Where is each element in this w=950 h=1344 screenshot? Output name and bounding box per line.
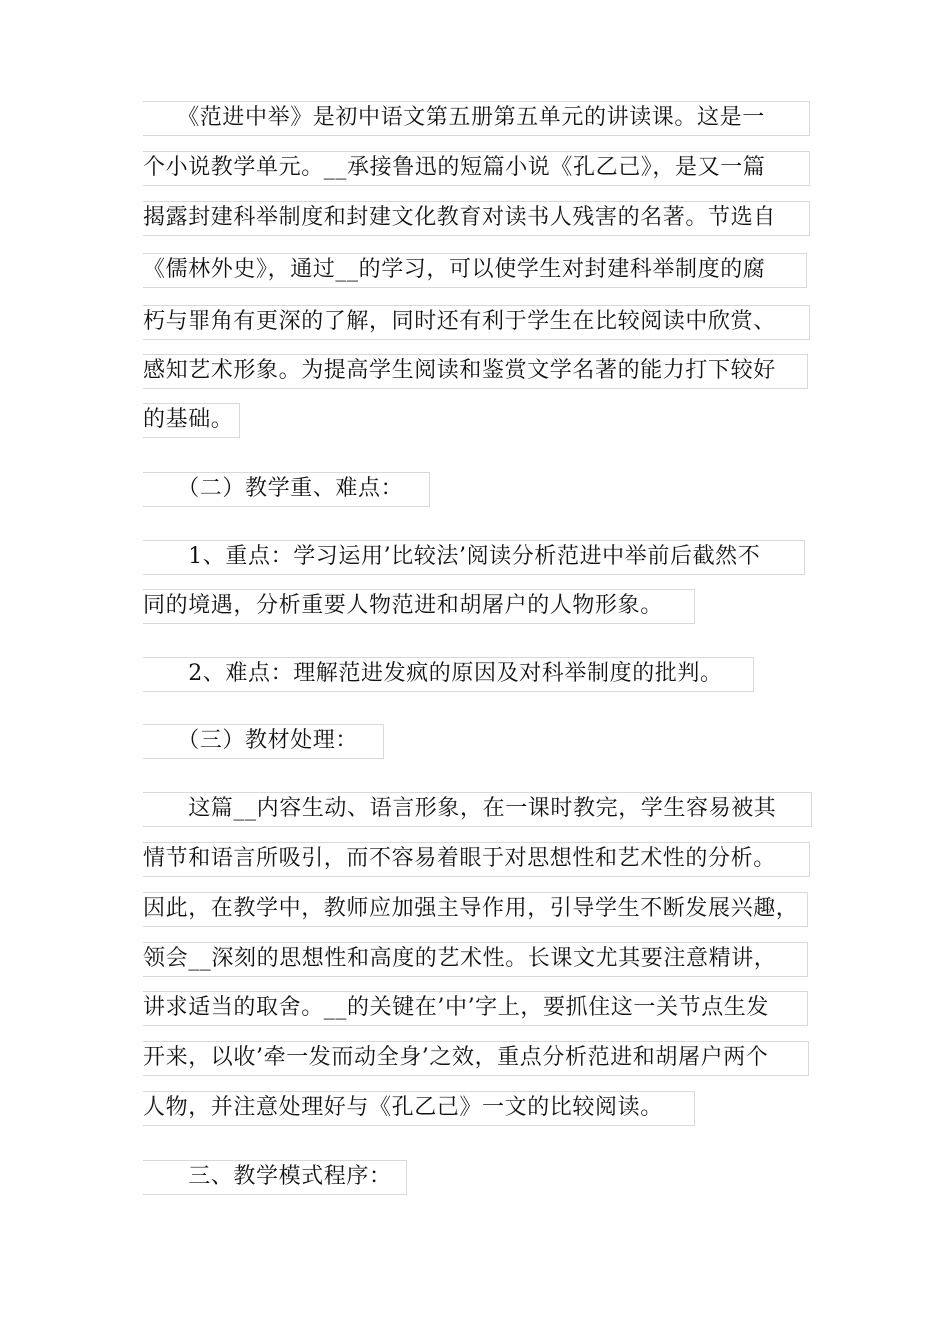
paragraph-line: 个小说教学单元。__承接鲁迅的短篇小说《孔乙己》，是又一篇 xyxy=(143,155,766,180)
paragraph-line: 同的境遇，分析重要人物范进和胡屠户的人物形象。 xyxy=(143,593,663,618)
section-heading: （三）教材处理： xyxy=(143,728,359,753)
paragraph-line: 《儒林外史》，通过__的学习，可以使学生对封建科举制度的腐 xyxy=(143,257,766,282)
paragraph-line: 的基础。 xyxy=(143,407,234,432)
paragraph-line: 领会__深刻的思想性和高度的艺术性。长课文尤其要注意精讲， xyxy=(143,946,777,971)
paragraph-line: 1、重点：学习运用’比较法’阅读分析范进中举前后截然不 xyxy=(143,544,761,569)
section-heading: 三、教学模式程序： xyxy=(143,1164,392,1189)
paragraph-line: 《范进中举》是初中语文第五册第五单元的讲读课。这是一 xyxy=(143,105,765,130)
paragraph-line: 开来，以收’牵一发而动全身’之效，重点分析范进和胡屠户两个 xyxy=(143,1045,769,1070)
paragraph-line: 这篇__内容生动、语言形象，在一课时教完，学生容易被其 xyxy=(143,796,777,821)
paragraph-line: 揭露封建科举制度和封建文化教育对读书人残害的名著。节选自 xyxy=(143,205,776,230)
section-heading: （二）教学重、难点： xyxy=(143,476,404,501)
paragraph-line: 感知艺术形象。为提高学生阅读和鉴赏文学名著的能力打下较好 xyxy=(143,358,776,383)
paragraph-line: 2、难点：理解范进发疯的原因及对科举制度的批判。 xyxy=(143,661,723,686)
paragraph-line: 人物，并注意处理好与《孔乙己》一文的比较阅读。 xyxy=(143,1095,663,1120)
paragraph-line: 讲求适当的取舍。__的关键在’中’字上，要抓住这一关节点生发 xyxy=(143,995,769,1020)
paragraph-line: 情节和语言所吸引，而不容易着眼于对思想性和艺术性的分析。 xyxy=(143,846,776,871)
paragraph-line: 朽与罪角有更深的了解，同时还有利于学生在比较阅读中欣赏、 xyxy=(143,309,776,334)
paragraph-line: 因此，在教学中，教师应加强主导作用，引导学生不断发展兴趣， xyxy=(143,896,799,921)
